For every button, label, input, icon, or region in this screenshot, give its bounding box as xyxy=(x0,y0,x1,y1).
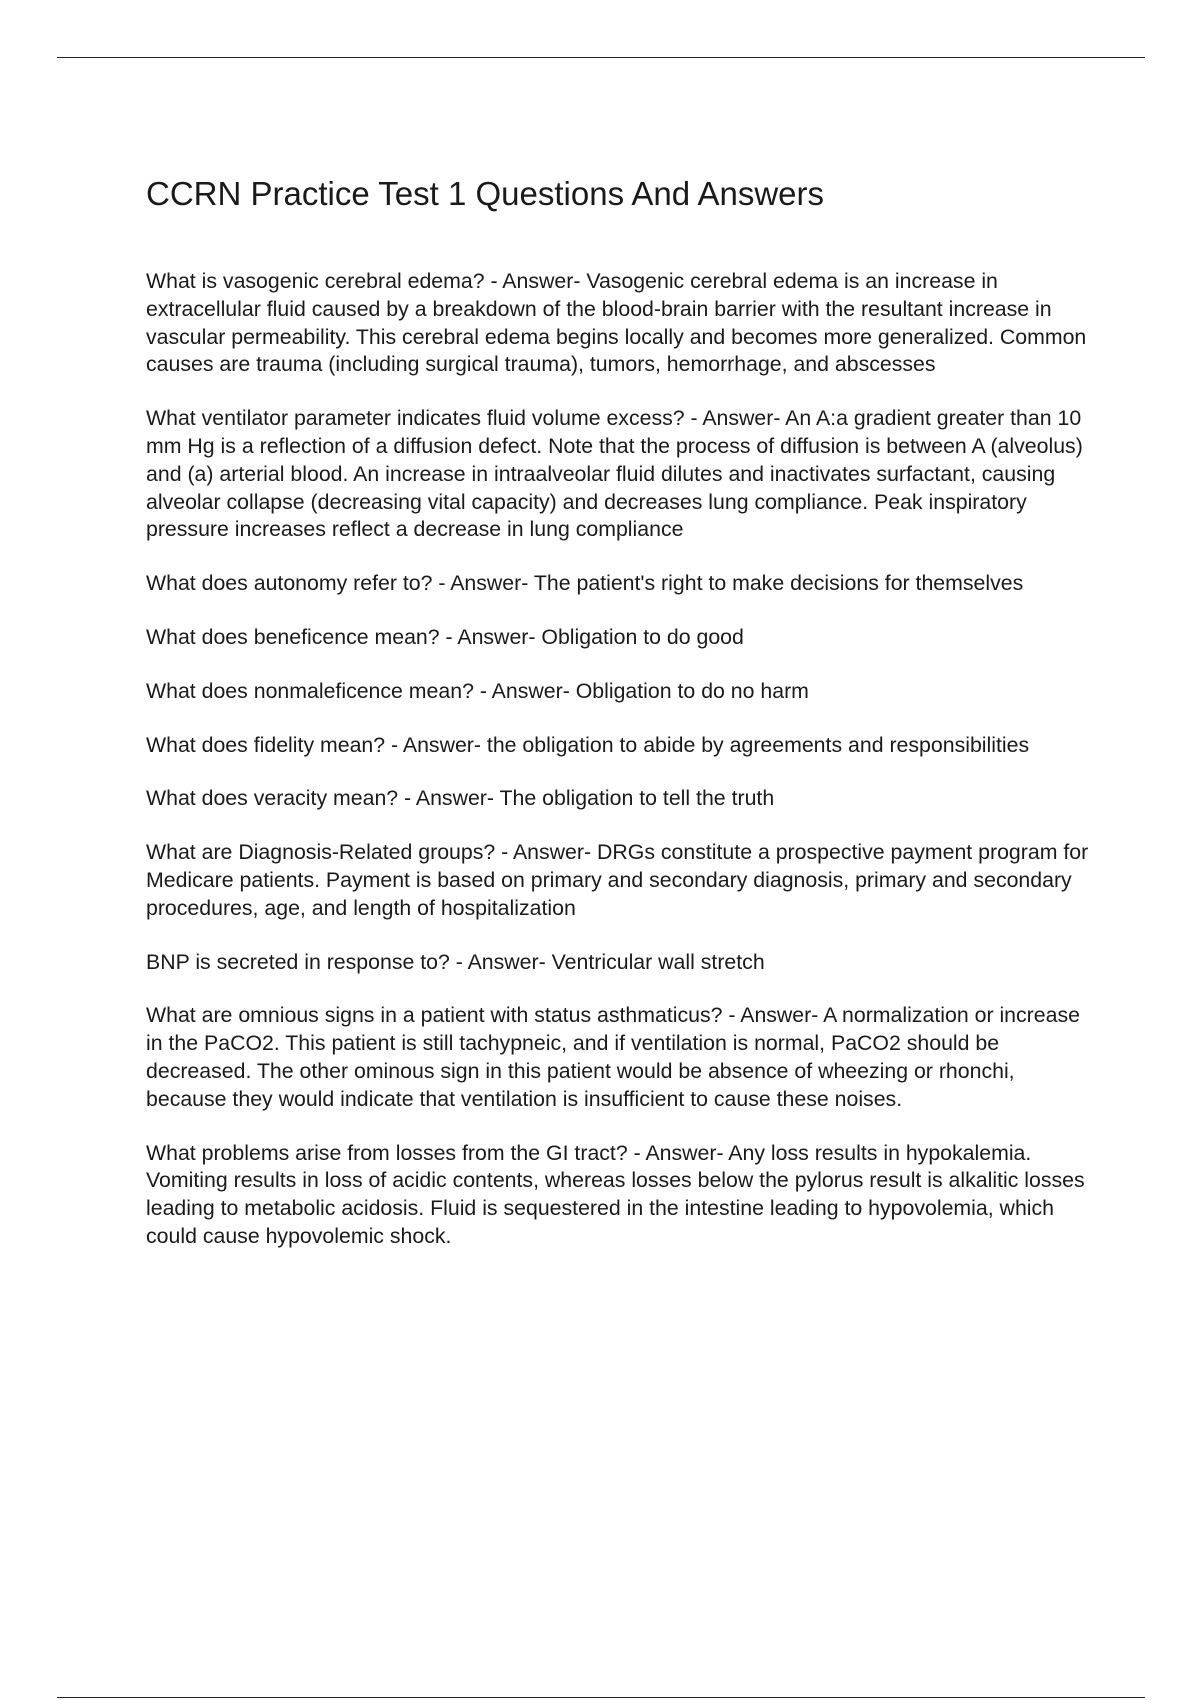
qa-item: BNP is secreted in response to? - Answer- Ventricular wall stretch xyxy=(146,949,765,974)
qa-item: What does fidelity mean? - Answer- the obligation to abide by agreements and responsibilities xyxy=(146,732,1030,757)
qa-item: What does nonmaleficence mean? - Answer- Obligation to do no harm xyxy=(146,678,809,703)
qa-item: What are omnious signs in a patient with status asthmaticus? - Answer- A normalization or increase in the PaCO2. This patient is still tachypneic, and if ventilation is normal, PaCO2 should be decreased. The other ominous sign in this patient would be absence of wheezing or rhonchi, because they would indicate that ventilation is insufficient to cause these noises. xyxy=(146,1003,1080,1111)
document-body xyxy=(146,170,1091,1277)
qa-item: What problems arise from losses from the GI tract? - Answer- Any loss results in hypokalemia. Vomiting results in loss of acidic contents, whereas losses below the pylorus result is alkalitic losses leading to metabolic acidosis. Fluid is sequestered in the intestine leading to hypovolemia, which could cause hypovolemic shock. xyxy=(146,1140,1085,1248)
qa-item: What are Diagnosis-Related groups? - Answer- DRGs constitute a prospective payment program for Medicare patients. Payment is based on primary and secondary diagnosis, primary and secondary procedures, age, and length of hospitalization xyxy=(146,840,1089,920)
bottom-rule xyxy=(57,1697,1145,1698)
qa-list xyxy=(146,268,1091,1251)
qa-item: What does beneficence mean? - Answer- Obligation to do good xyxy=(146,624,744,649)
page-title: CCRN Practice Test 1 Questions And Answers xyxy=(146,175,825,212)
qa-item: What does autonomy refer to? - Answer- The patient's right to make decisions for themselves xyxy=(146,571,1024,596)
top-rule xyxy=(57,57,1145,58)
qa-item: What is vasogenic cerebral edema? - Answer- Vasogenic cerebral edema is an increase in extracellular fluid caused by a breakdown of the blood-brain barrier with the resultant increase in vascular permeability. This cerebral edema begins locally and becomes more generalized. Common causes are trauma (including surgical trauma), tumors, hemorrhage, and abscesses xyxy=(146,269,1087,377)
qa-item: What ventilator parameter indicates fluid volume excess? - Answer- An A:a gradient greater than 10 mm Hg is a reflection of a diffusion defect. Note that the process of diffusion is between A (alveolus) and (a) arterial blood. An increase in intraalveolar fluid dilutes and inactivates surfactant, causing alveolar collapse (decreasing vital capacity) and decreases lung compliance. Peak inspiratory pressure increases reflect a decrease in lung compliance xyxy=(146,406,1083,542)
qa-item: What does veracity mean? - Answer- The obligation to tell the truth xyxy=(146,786,775,811)
